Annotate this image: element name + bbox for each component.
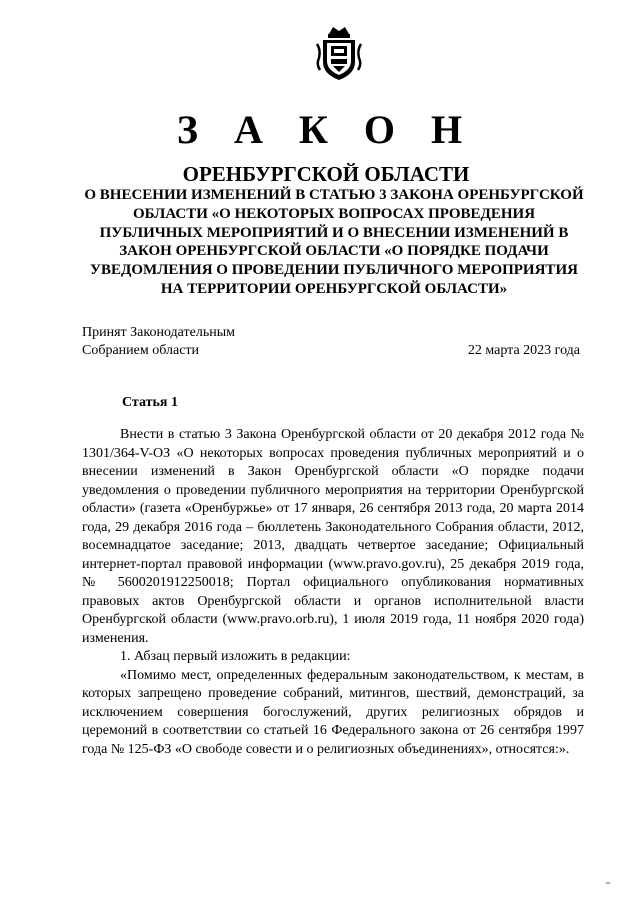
paragraph: Внести в статью 3 Закона Оренбургской области от 20 декабря 2012 года № 1301/364-V-ОЗ «О некоторых вопросах проведения публичных мероприятий и о внесении изменений в Закон Оренбургской области «О порядке подачи уведомления о проведении публичного мероприятия на территории Оренбургской области» (газета «Оренбуржье» от 17 января, 26 сентября 2013 года, 20 марта 2014 года, 29 декабря 2016 года – бюллетень Законодательного Собрания области, 2012, восемнадцатое заседание; 2013, двадцать четвертое заседание; Официальный интернет-портал правовой информации (www.pravo.gov.ru), 25 декабря 2019 года, № 5600201912250018; Портал официального опубликования нормативных правовых актов Оренбургской области и органов исполнительной власти Оренбургской области (www.pravo.orb.ru), 1 июля 2019 года, 11 ноября 2020 года) изменения. [82,427,584,646]
adoption-date: 22 марта 2023 года [467,343,580,358]
article-body [82,426,584,759]
adoption-note [82,324,235,360]
article-heading: Статья 1 [122,395,178,410]
paragraph: «Помимо мест, определенных федеральным законодательством, к местам, в которых запрещено проведение собраний, митингов, шествий, демонстраций, за исключением совершения богослужений, других религиозных обрядов и церемоний в соответствии со статьей 16 Федерального закона от 26 сентября 1997 года № 125-ФЗ «О свободе совести и о религиозных объединениях», относятся:». [82,667,584,757]
paragraph: 1. Абзац первый изложить в редакции: [120,649,351,664]
region-title: ОРЕНБУРГСКОЙ ОБЛАСТИ [182,162,470,186]
adoption-line-2: Собранием области [82,343,200,358]
adoption-line-1: Принят Законодательным [82,325,235,340]
document-title: З А К О Н [176,107,476,152]
scan-mark-icon [604,880,612,886]
law-heading: О ВНЕСЕНИИ ИЗМЕНЕНИЙ В СТАТЬЮ 3 ЗАКОНА ОРЕНБУРГСКОЙ ОБЛАСТИ «О НЕКОТОРЫХ ВОПРОСАХ ПРОВЕДЕНИЯ ПУБЛИЧНЫХ МЕРОПРИЯТИЙ И О ВНЕСЕНИИ ИЗМЕНЕНИЙ В ЗАКОН ОРЕНБУРГСКОЙ ОБЛАСТИ «О ПОРЯДКЕ ПОДАЧИ УВЕДОМЛЕНИЯ О ПРОВЕДЕНИИ ПУБЛИЧНОГО МЕРОПРИЯТИЯ НА ТЕРРИТОРИИ ОРЕНБУРГСКОЙ ОБЛАСТИ» [84,187,584,297]
coat-of-arms-icon [313,24,365,82]
